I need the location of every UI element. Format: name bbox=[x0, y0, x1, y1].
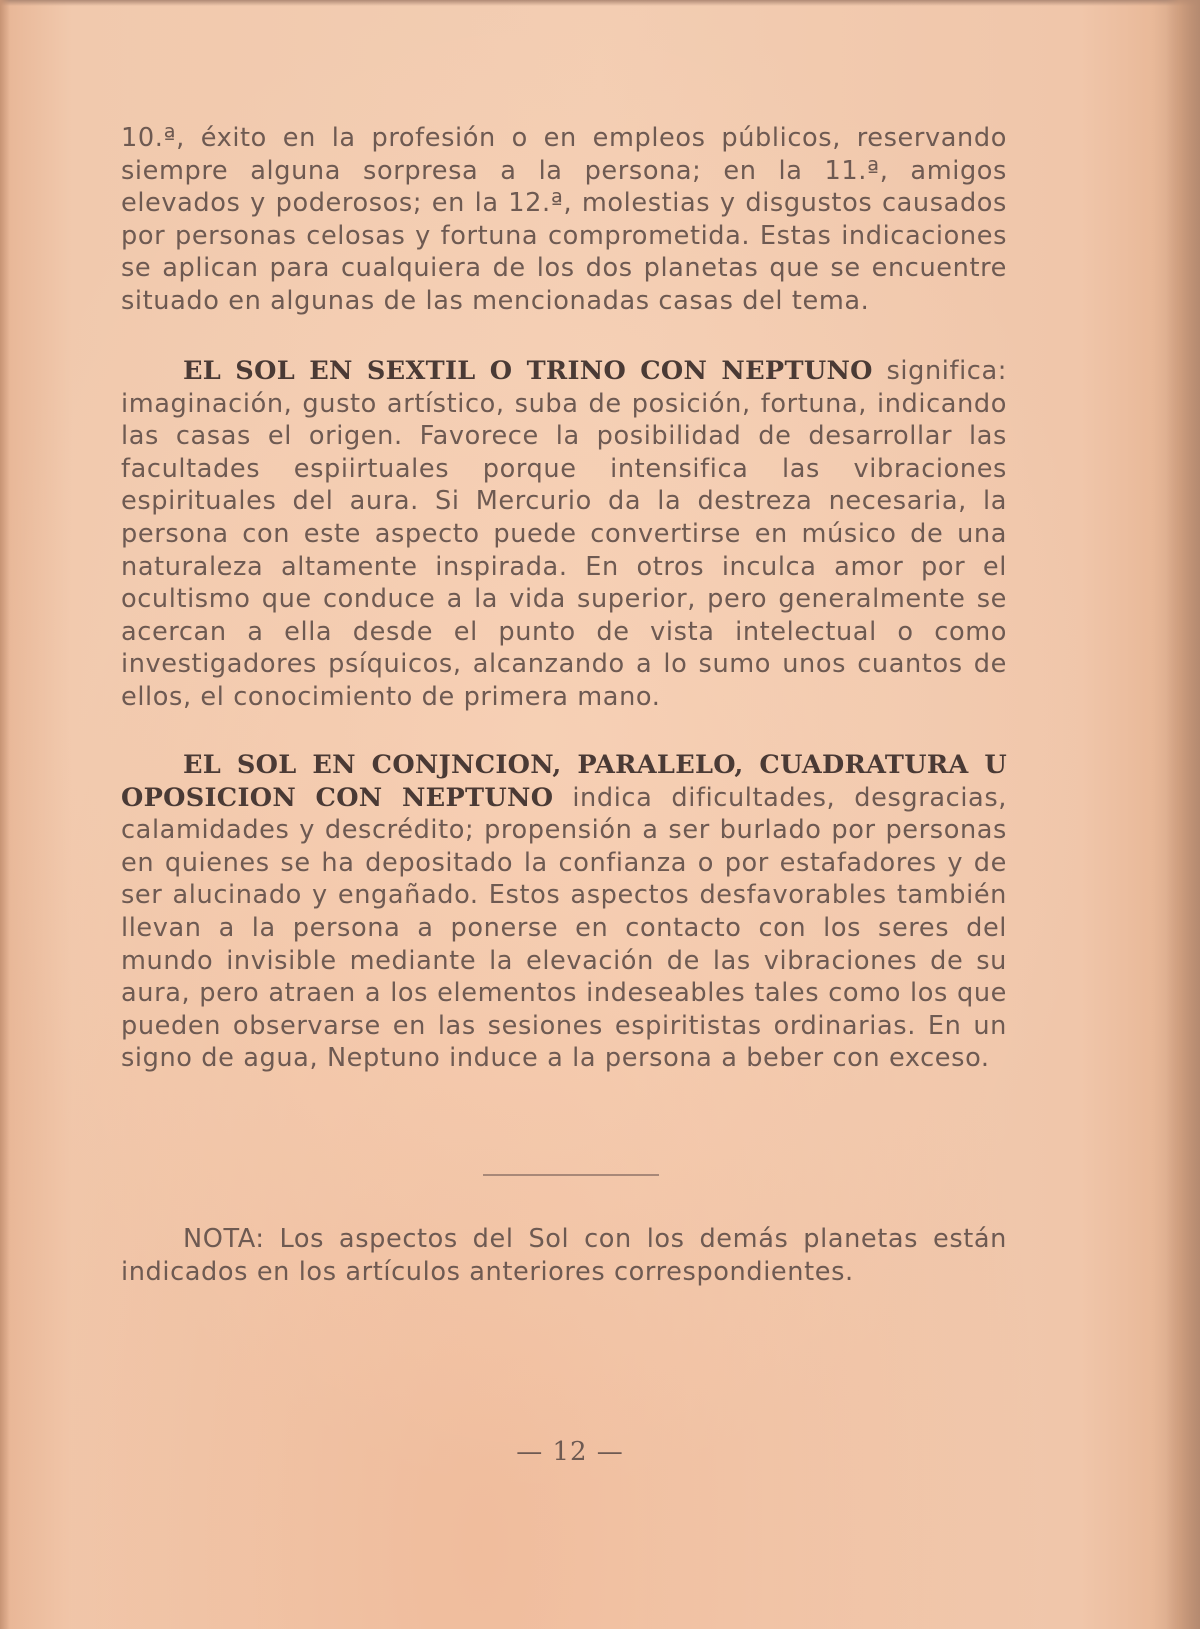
section-heading: EL SOL EN CONJNCION, PARALELO, CUADRATURA U OPOSICION CON NEPTUNO bbox=[121, 750, 1007, 813]
section-heading: EL SOL EN SEXTIL O TRINO CON NEPTUNO bbox=[183, 356, 873, 386]
paragraph-text: 10.ª, éxito en la profesión o en empleos públicos, reservando siempre alguna sorpresa a la persona; en la 11.ª, amigos elevados y poderosos; en la 12.ª, molestias y disgustos causados por personas celosas y fortuna comprometida. Estas indicaciones se aplican para cualquiera de los dos planetas que se encuentre situado en algunas de las mencionadas casas del tema. bbox=[121, 123, 1007, 316]
paragraph-sol-sextil-neptuno bbox=[121, 355, 1007, 714]
paragraph-text: significa: imaginación, gusto artístico, suba de posición, fortuna, indicando las casas el origen. Favorece la posibilidad de desarrollar las facultades espiirtuales porque intensifica las vibraciones espirituales del aura. Si Mercurio da la destreza necesaria, la persona con este aspecto puede convertirse en músico de una naturaleza altamente inspirada. En otros inculca amor por el ocultismo que conduce a la vida superior, pero generalmente se acercan a ella desde el punto de vista intelectual o como investigadores psíquicos, alcanzando a lo sumo unos cuantos de ellos, el conocimiento de primera mano. bbox=[121, 356, 1007, 712]
note-paragraph bbox=[121, 1223, 1007, 1288]
page-number: — 12 — bbox=[516, 1437, 624, 1467]
paragraph-continuation bbox=[121, 122, 1007, 318]
paragraph-body bbox=[121, 749, 1007, 1075]
page-top-edge bbox=[0, 0, 1200, 6]
page-right-edge bbox=[1166, 0, 1200, 1629]
section-divider bbox=[483, 1174, 659, 1176]
paragraph-text: indica dificultades, desgracias, calamidades y descrédito; propensión a ser burlado por personas en quienes se ha depositado la confianza o por estafadores y de ser alucinado y engañado. Estos aspectos desfavorables también llevan a la persona a ponerse en contacto con los seres del mundo invisible mediante la elevación de las vibraciones de su aura, pero atraen a los elementos indeseables tales como los que pueden observarse en las sesiones espiritistas ordinarias. En un signo de agua, Neptuno induce a la persona a beber con exceso. bbox=[121, 782, 1008, 1074]
paragraph-body bbox=[121, 355, 1007, 714]
page-left-edge bbox=[0, 0, 10, 1629]
note-text: NOTA: Los aspectos del Sol con los demás planetas están indicados en los artículos anteriores correspondientes. bbox=[121, 1224, 1007, 1287]
paragraph-sol-conjuncion-neptuno bbox=[121, 749, 1007, 1075]
